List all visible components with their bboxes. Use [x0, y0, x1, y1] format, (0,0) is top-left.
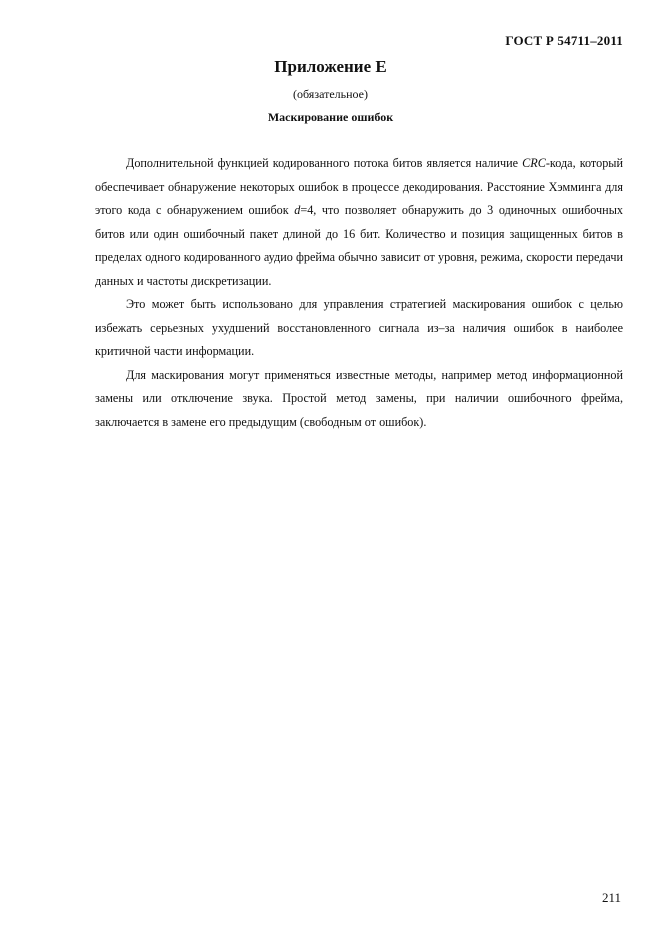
d-variable: d — [294, 203, 301, 217]
appendix-status: (обязательное) — [293, 87, 368, 101]
page-number: 211 — [601, 890, 621, 905]
body-text — [95, 152, 623, 434]
appendix-title: Приложение Е — [274, 57, 387, 76]
paragraph-1 — [95, 152, 623, 293]
paragraph-1-part-2: -кода, который обеспечивает обнаружение некоторых ошибок в процессе декодирования. Расстояние Хэмминга для этого кода с обнаружением ошибок — [95, 156, 623, 217]
section-title: Маскирование ошибок — [267, 110, 394, 124]
document-code: ГОСТ Р 54711–2011 — [505, 33, 623, 48]
paragraph-3: Для маскирования могут применяться известные методы, например метод информационной замены или отключение звука. Простой метод замены, при наличии ошибочного фрейма, заключается в замене его предыдущим (свободным от ошибок). — [95, 367, 623, 429]
paragraph-1-part-3: =4, что позволяет обнаружить до 3 одиночных ошибочных битов или один ошибочный пакет длиной до 16 бит. Количество и позиция защищенных битов в пределах одного кодированного аудио фрейма обычно зависит от уровня, режима, скорости передачи данных и частоты дискретизации. — [95, 203, 623, 288]
paragraph-1-part-1: Дополнительной функцией кодированного потока битов является наличие — [126, 156, 523, 170]
crc-term: CRC — [522, 156, 546, 170]
paragraph-2: Это может быть использовано для управления стратегией маскирования ошибок с целью избежать серьезных ухудшений восстановленного сигнала из–за наличия ошибок в наиболее критичной части информации. — [95, 297, 623, 358]
